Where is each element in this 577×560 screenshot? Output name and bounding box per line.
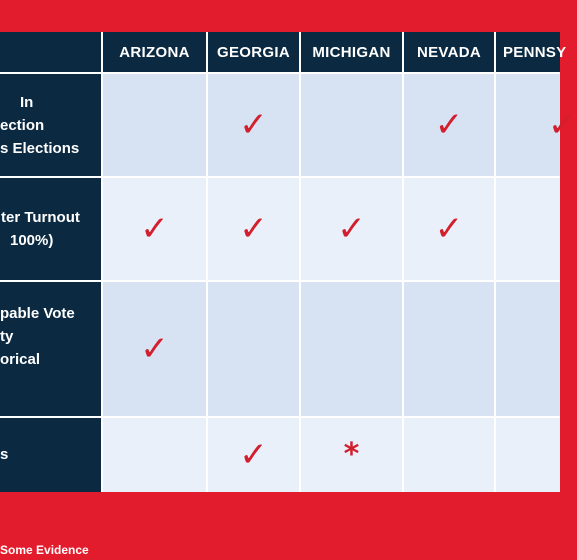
comparison-table	[0, 32, 577, 492]
asterisk-icon: *	[343, 437, 360, 472]
table-cell	[103, 178, 206, 280]
row-label-3	[0, 282, 101, 416]
row-label-3-line-3: orical	[0, 351, 41, 368]
row-label-2-line-2: 100%)	[10, 232, 54, 249]
table-cell	[301, 418, 402, 492]
column-header-pennsylvania: PENNSY	[496, 32, 560, 72]
table-cell	[496, 178, 560, 280]
table-cell	[404, 178, 494, 280]
checkmark-icon: ✓	[239, 435, 268, 475]
checkmark-icon: ✓	[140, 209, 169, 249]
row-label-2	[0, 178, 101, 280]
header-corner	[0, 32, 101, 72]
table-cell	[301, 282, 402, 416]
table-cell	[404, 418, 494, 492]
table-cell	[496, 282, 560, 416]
checkmark-icon: ✓	[239, 105, 268, 145]
row-label-4	[0, 418, 101, 492]
table-cell	[103, 282, 206, 416]
table-cell	[208, 74, 299, 176]
row-label-1-line-1: In	[20, 94, 34, 111]
table-cell	[404, 282, 494, 416]
table-cell	[301, 178, 402, 280]
footnote: Some Evidence	[0, 543, 89, 557]
table-cell	[496, 74, 577, 176]
table-cell	[103, 418, 206, 492]
column-header-arizona: ARIZONA	[103, 32, 206, 72]
table-cell	[301, 74, 402, 176]
row-label-4-line-1: s	[0, 446, 9, 463]
row-label-3-line-1: pable Vote	[0, 305, 75, 322]
row-label-3-line-2: ty	[0, 328, 14, 345]
table-cell	[103, 74, 206, 176]
table-cell	[496, 418, 560, 492]
row-label-1-line-2: ection	[0, 117, 45, 134]
checkmark-icon: ✓	[434, 105, 464, 145]
column-header-michigan: MICHIGAN	[301, 32, 402, 72]
checkmark-icon: ✓	[140, 329, 169, 369]
row-label-1	[0, 74, 101, 176]
table-cell	[208, 282, 299, 416]
table-cell	[208, 418, 299, 492]
checkmark-icon: ✓	[239, 209, 268, 249]
row-label-2-line-1: ter Turnout	[1, 209, 80, 226]
checkmark-icon: ✓	[434, 209, 464, 249]
column-header-nevada: NEVADA	[404, 32, 494, 72]
row-label-1-line-3: s Elections	[0, 140, 80, 157]
table-cell	[208, 178, 299, 280]
table-cell	[404, 74, 494, 176]
checkmark-icon: ✓	[337, 209, 366, 249]
checkmark-icon: ✓	[548, 105, 577, 145]
column-header-georgia: GEORGIA	[208, 32, 299, 72]
